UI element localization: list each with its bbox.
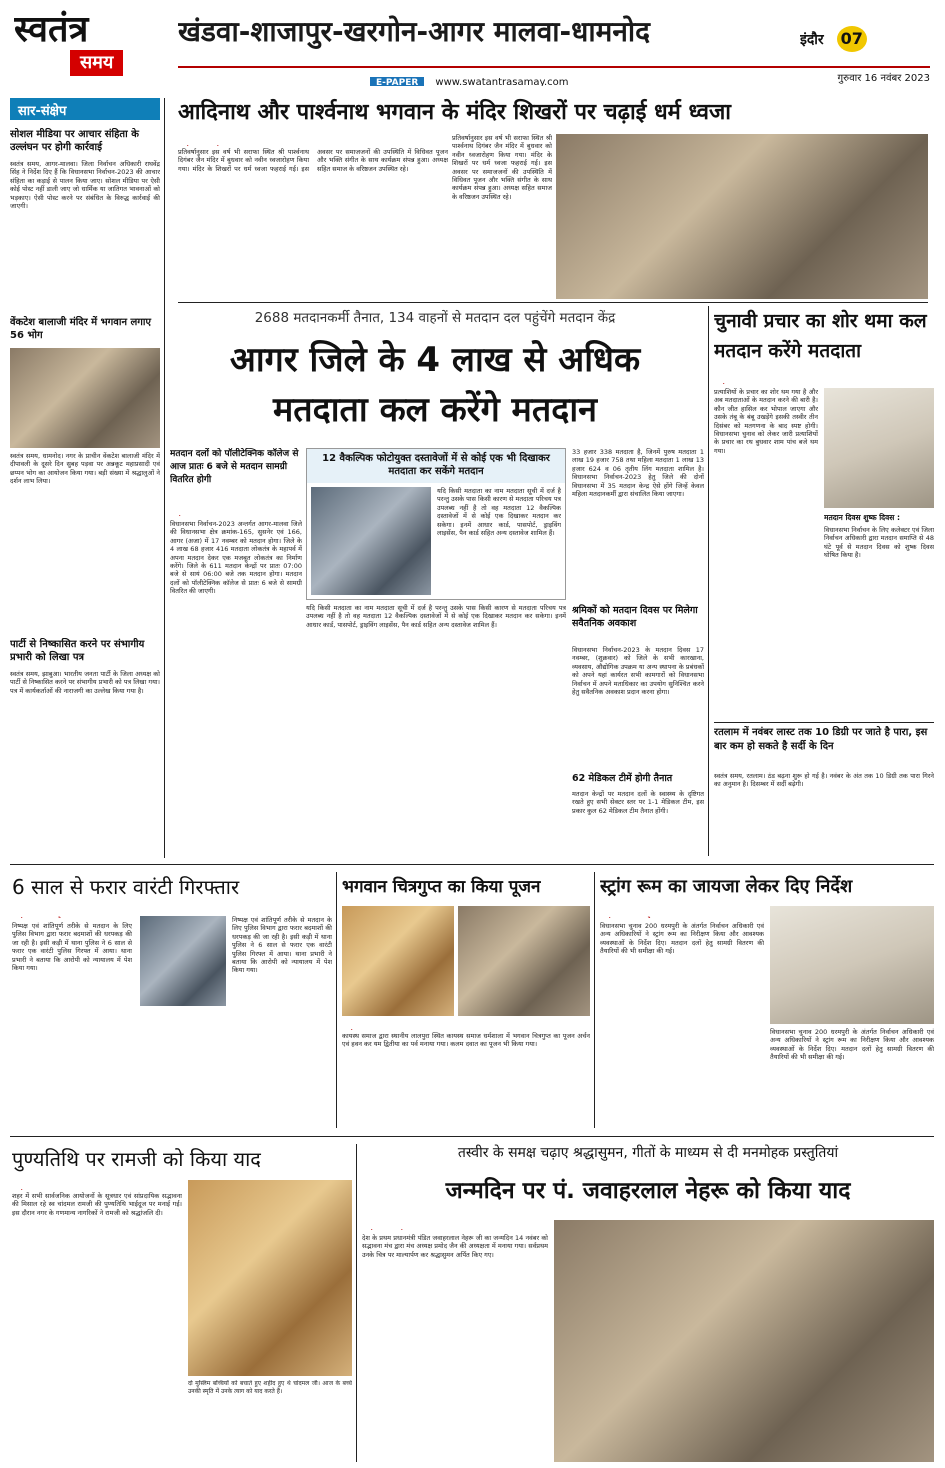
sidebar-story1-body: स्वतंत्र समय, आगर-मालवा। जिला निर्वाचन अधिकारी राघवेंद्र सिंह ने निर्देश दिए हैं कि विधानसभा निर्वाचन-2023 की आचार संहिता का कड़ाई से पालन किया जाए। सोशल मीडिया पर ऐसी कोई पोस्ट नहीं डाली जाए जो धार्मिक या जातिगत भावनाओं को भड़काए। ऐसी पोस्ट करने पर संबंधित के विरुद्ध कार्रवाई की जाएगी। (10, 160, 160, 211)
main-byline-text (170, 515, 238, 516)
row4-s1-headline: पुण्यतिथि पर रामजी को किया याद (12, 1147, 261, 1171)
main-headline-line1: आगर जिले के 4 लाख से अधिक (229, 340, 641, 380)
weather-headline: रतलाम में नवंबर लास्ट तक 10 डिग्री पर जाते है पारा, इस बार कम हो सकते है सर्दी के दिन (714, 727, 928, 752)
main-sub1: मतदान दलों को पॉलीटेक्निक कॉलेज से आज प्रातः 6 बजे से मतदान सामग्री वितरित होगी (170, 449, 299, 485)
sidebar-story3-body: स्वतंत्र समय, झाबुआ। भारतीय जनता पार्टी के जिला अध्यक्ष को पार्टी से निष्कासित करने पर संभागीय प्रभारी को पत्र लिखा गया। पत्र में कार्यकर्ताओं की नाराजगी का उल्लेख किया गया है। (10, 670, 160, 695)
top-story-body-continued: प्रतिवर्षानुसार इस वर्ष भी सराफा स्थित श्री पार्श्वनाथ दिगंबर जैन मंदिर में बुधवार को नवीन ध्वजारोहण किया गया। मंदिर के शिखरों पर धर्म ध्वजा फहराई गई। इस अवसर पर समाजजनों की उपस्थिति में विधिवत पूजन और भक्ति संगीत के साथ कार्यक्रम संपन्न हुआ। अध्यक्ष सहित समाज के वरिष्ठजन उपस्थित रहे। (452, 134, 552, 201)
city: इंदौर (800, 32, 824, 48)
row3-div2 (594, 872, 595, 1128)
top-story-photo (556, 134, 928, 299)
row4-s1-photo (188, 1180, 352, 1376)
main-body: विधानसभा निर्वाचन-2023 अन्तर्गत आगर-मालवा जिले की विधानसभा क्षेत्र क्रमांक-165, सुसनेर एवं 166, आगर (अजा) में 17 नवम्बर को मतदान होगा। जिले के 4 लाख 68 हजार 416 मतदाता लोकतंत्र के महापर्व में अपना मतदान देकर एक मजबूत लोकतंत्र का निर्माण करेंगे। जिले के 611 मतदान केन्द्रों पर प्रातः 07:00 बजे से सायं 06:00 बजे तक मतदान होगा। मतदान दलों को पॉलीटेक्निक कॉलेज से प्रातः 6 बजे से सामग्री वितरित की जाएगी। (170, 520, 302, 596)
sidebar-story3-headline: पार्टी से निष्कासित करने पर संभागीय प्रभारी को लिखा पत्र (10, 639, 145, 663)
epaper-label: E-PAPER (370, 77, 424, 86)
row3-s1-byline-text (12, 917, 65, 918)
sidebar-story2-headline: वेंकटेश बालाजी मंदिर में भगवान लगाए 56 भोग (10, 317, 152, 341)
row4-s1-byline-text (12, 1189, 67, 1190)
sidebar-story2-photo (10, 348, 160, 448)
sidebar-story1-headline: सोशल मीडिया पर आचार संहिता के उल्लंघन पर होगी कार्रवाई (10, 129, 139, 153)
main-box-headline: 12 वैकल्पिक फोटोयुक्त दस्तावेजों में से कोई एक भी दिखाकर मतदाता कर सकेंगे मतदान (307, 449, 565, 483)
main-col-right: 33 हजार 338 मतदाता है, जिनमें पुरुष मतदाता 1 लाख 19 हजार 758 तथा महिला मतदाता 1 लाख 13 हजार 624 व 06 तृतीय लिंग मतदाता शामिल है। विधानसभा निर्वाचन-2023 हेतु जिले की दोनों विधानसभा में 35 मतदान केन्द्र ऐसे होंगे जिन्हें केवल महिला मतदानकर्मी द्वारा संचालित किया जाएगा। (572, 448, 704, 499)
main-center-body: यदि किसी मतदाता का नाम मतदाता सूची में दर्ज है परन्तु उसके पास किसी कारण से मतदाता परिचय पत्र उपलब्ध नहीं है तो वह मतदाता 12 वैकल्पिक दस्तावेजों में से कोई एक दिखाकर मतदान कर सकेगा। इनमें आधार कार्ड, पासपोर्ट, ड्राइविंग लाइसेंस, पैन कार्ड सहित अन्य दस्तावेज शामिल हैं। (306, 604, 566, 629)
sidebar-divider (164, 98, 165, 858)
row4-s1-body: शहर में सभी सार्वजनिक आयोजनों के सूत्रधार एवं सांप्रदायिक सद्भावना की मिसाल रहे स्व चांदमल रामजी की पुण्यतिथि भाईदूज पर मनाई गई। इस दौरान नगर के गणमान्य नागरिकों ने रामजी को श्रद्धांजलि दी। (12, 1192, 182, 1217)
top-story-rule (178, 302, 928, 303)
masthead-rule (178, 66, 930, 68)
row3-s1-headline: 6 साल से फरार वारंटी गिरफ्तार (12, 875, 240, 899)
row3-s1-body2: निष्पक्ष एवं शांतिपूर्ण तरीके से मतदान के लिए पुलिस विभाग द्वारा फरार बदमाशों की धरपकड़ की जा रही है। इसी कड़ी में थाना पुलिस ने 6 साल से फरार एक वारंटी पुलिस गिरफ्त में आया। थाना प्रभारी ने बताया कि आरोपी को न्यायालय में पेश किया गया। (232, 916, 332, 975)
sidebar (10, 98, 160, 858)
row3-s2-headline: भगवान चित्रगुप्त का किया पूजन (342, 877, 541, 897)
right-sub-body: विधानसभा निर्वाचन के लिए कलेक्टर एवं जिला निर्वाचन अधिकारी द्वारा मतदान समाप्ति से 48 घंटे पूर्व से मतदान दिवस को शुष्क दिवस घोषित किया है। (824, 526, 934, 560)
row3-s3-body2: विधानसभा चुनाव 200 धरमपुरी के अंतर्गत निर्वाचन अधिकारी एवं अन्य अधिकारियों ने स्ट्रांग रूम का निरीक्षण किया और आवश्यक व्यवस्थाओं के निर्देश दिए। मतदान दलों हेतु सामग्री वितरण की तैयारियों की भी समीक्षा की गई। (770, 1028, 934, 1062)
row4-top-rule (10, 1136, 934, 1137)
main-sub3-body: मतदान केन्द्रों पर मतदान दलों के स्वास्थ्य के दृष्टिगत रखते हुए सभी सेक्टर स्तर पर 1-1 मेडिकल टीम, इस प्रकार कुल 62 मेडिकल टीम तैनात होंगी। (572, 790, 704, 815)
main-box-body: यदि किसी मतदाता का नाम मतदाता सूची में दर्ज है परन्तु उसके पास किसी कारण से मतदाता परिचय पत्र उपलब्ध नहीं है तो वह मतदाता 12 वैकल्पिक दस्तावेजों में से कोई एक दिखाकर मतदान कर सकेगा। इनमें आधार कार्ड, पासपोर्ट, ड्राइविंग लाइसेंस, पैन कार्ड सहित अन्य दस्तावेज शामिल हैं। (437, 487, 561, 538)
row4-s2-byline (362, 1220, 562, 1230)
top-story-byline-text (178, 145, 228, 146)
top-story-headline: आदिनाथ और पार्श्वनाथ भगवान के मंदिर शिखरों पर चढ़ाई धर्म ध्वजा (178, 100, 732, 125)
right-byline (714, 374, 914, 384)
row3-s1-body: निष्पक्ष एवं शांतिपूर्ण तरीके से मतदान के लिए पुलिस विभाग द्वारा फरार बदमाशों की धरपकड़ की जा रही है। इसी कड़ी में थाना पुलिस ने 6 साल से फरार एक वारंटी पुलिस गिरफ्त में आया। थाना प्रभारी ने बताया कि आरोपी को न्यायालय में पेश किया गया। (12, 922, 132, 973)
right-byline-text (714, 383, 769, 384)
row4-kicker: तस्वीर के समक्ष चढ़ाए श्रद्धासुमन, गीतों के माध्यम से दी मनमोहक प्रस्तुतियां (457, 1145, 839, 1161)
row4-s1-byline (12, 1180, 212, 1190)
right-sub: मतदान दिवस शुष्क दिवस : (824, 513, 900, 522)
logo-bottom: समय (70, 50, 123, 76)
row3-s2-photo1 (342, 906, 454, 1016)
row3-div1 (336, 872, 337, 1128)
row3-s2-body: कायस्थ समाज द्वारा स्थानीय लालपुरा स्थित कायस्थ समाज धर्मशाला में भगवान चित्रगुप्त का पूजन अर्चन एवं हवन कर यम द्वितीया का पर्व मनाया गया। कलम दवात का पूजन भी किया गया। (342, 1032, 590, 1049)
right-photo (824, 388, 934, 508)
main-sub2-body: विधानसभा निर्वाचन-2023 के मतदान दिवस 17 नवम्बर, (शुक्रवार) को जिले के सभी कारखाना, व्यवसाय, औद्योगिक उपक्रम या अन्य स्थापना के प्रबंधकों को अपने यहां कार्यरत सभी कामगारों को विधानसभा निर्वाचन में अपने मताधिकार का उपयोग सुनिश्चित करने हेतु सवैतनिक अवकाश प्रदान करना होगा। (572, 646, 704, 697)
main-sub2: श्रमिकों को मतदान दिवस पर मिलेगा सवैतनिक अवकाश (572, 605, 698, 629)
top-story-byline (178, 136, 438, 146)
row3-s1-photo (140, 916, 226, 1006)
row4-div1 (356, 1144, 357, 1462)
right-body: प्रत्याशियों के प्रचार का शोर थम गया है और अब मतदाताओं के मतदान करने की बारी है। कौन जीत हासिल कर भोपाल जाएगा और उसके तंबू के बंबू उखड़ेंगे इसकी तस्वीर तीन दिसंबर को मतगणना के बाद स्पष्ट होगी। विधानसभा चुनाव को लेकर जारी प्रत्याशियों के प्रचार का रथ बुधवार शाम पांच बजे थम गया। (714, 388, 818, 455)
masthead (0, 0, 945, 88)
main-box (306, 448, 566, 600)
row4-s2-body: देश के प्रथम प्रधानमंत्री पंडित जवाहरलाल नेहरू जी का जन्मदिन 14 नवंबर को सद्भावना मंच द्वारा मंच अध्यक्ष प्रमोद जैन की अध्यक्षता में मनाया गया। सर्वप्रथम उनके चित्र पर माल्यार्पण कर श्रद्धासुमन अर्पित किए गए। (362, 1234, 548, 1259)
date: गुरुवार 16 नवंबर 2023 (837, 73, 930, 84)
row3-s2-byline-text (342, 1029, 397, 1030)
row3-s3-photo1 (770, 906, 934, 1024)
weather-body: स्वतंत्र समय, रतलाम। ठंड बढ़ना शुरू हो गई है। नवंबर के अंत तक 10 डिग्री तक पारा गिरने का अनुमान है। दिसम्बर में सर्दी बढ़ेगी। (714, 772, 934, 789)
main-byline (170, 506, 300, 516)
edition-cities: खंडवा-शाजापुर-खरगोन-आगर मालवा-धामनोद (178, 15, 651, 48)
row4-s2-headline: जन्मदिन पर पं. जवाहरलाल नेहरू को किया याद (445, 1178, 851, 1204)
row3-s3-byline-text (600, 917, 655, 918)
row3-top-rule (10, 864, 934, 865)
row4-s1-caption: दो मुस्लिम बच्चियों को बचाते हुए शहीद हुए थे चांदमल जी। आज के बच्चे उनकी स्मृति में उनके त्याग को याद करते हैं। (188, 1380, 352, 1395)
main-headline-line2: मतदाता कल करेंगे मतदान (272, 390, 598, 430)
right-headline: चुनावी प्रचार का शोर थमा कल मतदान करेंगे मतदाता (714, 310, 927, 362)
top-story-body: प्रतिवर्षानुसार इस वर्ष भी सराफा स्थित श्री पार्श्वनाथ दिगंबर जैन मंदिर में बुधवार को नवीन ध्वजारोहण किया गया। मंदिर के शिखरों पर धर्म ध्वजा फहराई गई। इस अवसर पर समाजजनों की उपस्थिति में विधिवत पूजन और भक्ति संगीत के साथ कार्यक्रम संपन्न हुआ। अध्यक्ष सहित समाज के वरिष्ठजन उपस्थित रहे। (178, 148, 448, 173)
page-info (800, 26, 930, 54)
sidebar-story2-body: स्वतंत्र समय, धामनोद। नगर के प्राचीन वेंकटेश बालाजी मंदिर में दीपावली के दूसरे दिन सुबह पड़वा पर अन्नकूट महाप्रसादी एवं छप्पन भोग का आयोजन किया गया। बड़ी संख्या में श्रद्धालुओं ने दर्शन लाभ लिया। (10, 452, 160, 486)
top-story-col3 (452, 134, 552, 299)
right-weather-rule (714, 722, 934, 723)
evm-photo (311, 487, 431, 595)
main-kicker: 2688 मतदानकर्मी तैनात, 134 वाहनों से मतदान दल पहुंचेंगे मतदान केंद्र (254, 310, 616, 326)
row4-s2-byline-text (362, 1229, 412, 1230)
row3-s2-byline (342, 1020, 542, 1030)
logo (14, 10, 164, 82)
main-right-divider (708, 306, 709, 856)
main-sub3: 62 मेडिकल टीमें होगी तैनात (572, 773, 673, 784)
row4-s2-photo (554, 1220, 934, 1462)
logo-top: स्वतंत्र (14, 10, 89, 50)
row3-s3-body: विधानसभा चुनाव 200 धरमपुरी के अंतर्गत निर्वाचन अधिकारी एवं अन्य अधिकारियों ने स्ट्रांग रूम का निरीक्षण किया और आवश्यक व्यवस्थाओं के निर्देश दिए। मतदान दलों हेतु सामग्री वितरण की तैयारियों की भी समीक्षा की गई। (600, 922, 764, 956)
page-number: 07 (837, 26, 867, 52)
row3-s2-photo2 (458, 906, 590, 1016)
epaper-bar (370, 70, 930, 86)
row3-s3-headline: स्ट्रांग रूम का जायजा लेकर दिए निर्देश (600, 876, 853, 897)
website-link[interactable]: www.swatantrasamay.com (435, 77, 569, 86)
sidebar-heading: सार-संक्षेप (10, 98, 160, 120)
